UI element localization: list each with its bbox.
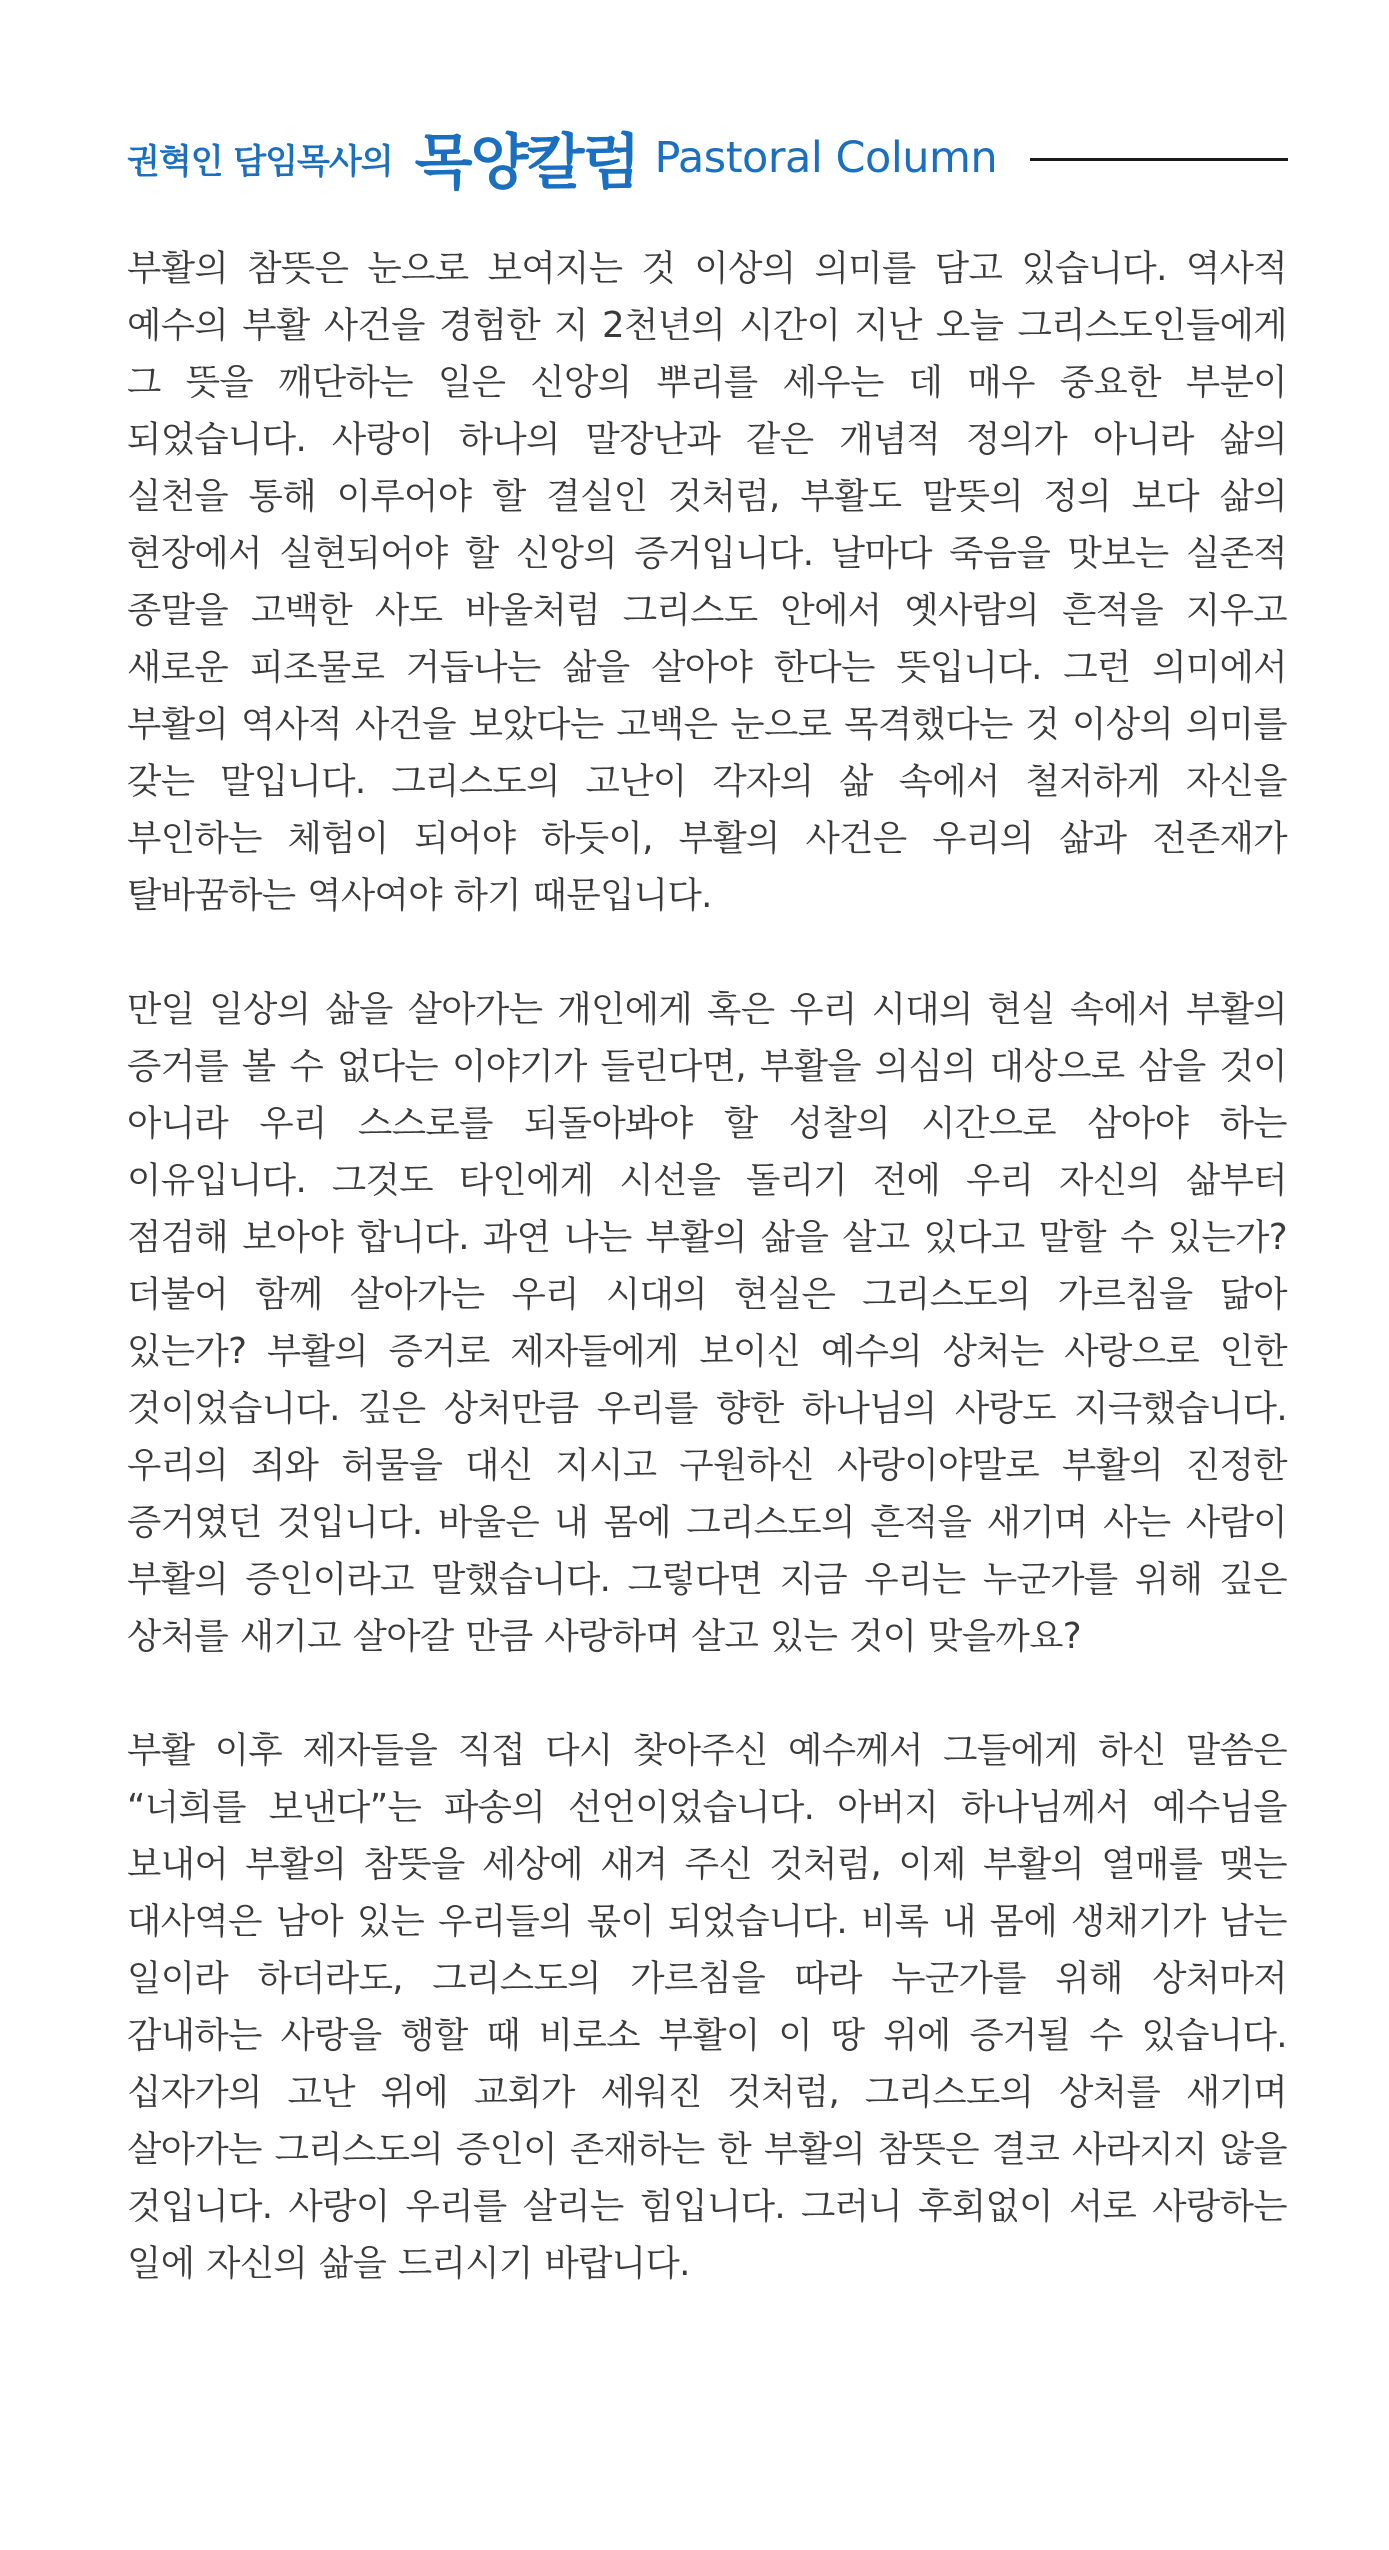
paragraph-1: 부활의 참뜻은 눈으로 보여지는 것 이상의 의미를 담고 있습니다. 역사적 예수의 부활 사건을 경험한 지 2천년의 시간이 지난 오늘 그리스도인들에게 그 뜻을 깨단하는 일은 신앙의 뿌리를 세우는 데 매우 중요한 부분이 되었습니다. 사랑이 하나의 말장난과 같은 개념적 정의가 아니라 삶의 실천을 통해 이루어야 할 결실인 것처럼, 부활도 말뜻의 정의 보다 삶의 현장에서 실현되어야 할 신앙의 증거입니다. 날마다 죽음을 맛보는 실존적 종말을 고백한 사도 바울처럼 그리스도 안에서 옛사람의 흔적을 지우고 새로운 피조물로 거듭나는 삶을 살아야 한다는 뜻입니다. 그런 의미에서 부활의 역사적 사건을 보았다는 고백은 눈으로 목격했다는 것 이상의 의미를 갖는 말입니다. 그리스도의 고난이 각자의 삶 속에서 철저하게 자신을 부인하는 체험이 되어야 하듯이, 부활의 사건은 우리의 삶과 전존재가 탈바꿈하는 역사여야 하기 때문입니다.	[127, 248, 1287, 916]
paragraph-2: 만일 일상의 삶을 살아가는 개인에게 혹은 우리 시대의 현실 속에서 부활의 증거를 볼 수 없다는 이야기가 들린다면, 부활을 의심의 대상으로 삼을 것이 아니라 우리 스스로를 되돌아봐야 할 성찰의 시간으로 삼아야 하는 이유입니다. 그것도 타인에게 시선을 돌리기 전에 우리 자신의 삶부터 점검해 보아야 합니다. 과연 나는 부활의 삶을 살고 있다고 말할 수 있는가? 더불어 함께 살아가는 우리 시대의 현실은 그리스도의 가르침을 닮아 있는가? 부활의 증거로 제자들에게 보이신 예수의 상처는 사랑으로 인한 것이었습니다. 깊은 상처만큼 우리를 향한 하나님의 사랑도 지극했습니다. 우리의 죄와 허물을 대신 지시고 구원하신 사랑이야말로 부활의 진정한 증거였던 것입니다. 바울은 내 몸에 그리스도의 흔적을 새기며 사는 사람이 부활의 증인이라고 말했습니다. 그렇다면 지금 우리는 누군가를 위해 깊은 상처를 새기고 살아갈 만큼 사랑하며 살고 있는 것이 맞을까요?	[127, 989, 1287, 1657]
column-title: 목양칼럼	[414, 128, 639, 198]
paragraph-3: 부활 이후 제자들을 직접 다시 찾아주신 예수께서 그들에게 하신 말씀은 “너희를 보낸다”는 파송의 선언이었습니다. 아버지 하나님께서 예수님을 보내어 부활의 참뜻을 세상에 새겨 주신 것처럼, 이제 부활의 열매를 맺는 대사역은 남아 있는 우리들의 몫이 되었습니다. 비록 내 몸에 생채기가 남는 일이라 하더라도, 그리스도의 가르침을 따라 누군가를 위해 상처마저 감내하는 사랑을 행할 때 비로소 부활이 이 땅 위에 증거될 수 있습니다. 십자가의 고난 위에 교회가 세워진 것처럼, 그리스도의 상처를 새기며 살아가는 그리스도의 증인이 존재하는 한 부활의 참뜻은 결코 사라지지 않을 것입니다. 사랑이 우리를 살리는 힘입니다. 그러니 후회없이 서로 사랑하는 일에 자신의 삶을 드리시기 바랍니다.	[127, 1730, 1287, 2284]
column-subtitle: Pastoral Column	[654, 133, 998, 183]
column-body	[127, 240, 1287, 2349]
header-divider	[1030, 158, 1288, 161]
pastor-byline: 권혁인 담임목사의	[127, 141, 393, 182]
